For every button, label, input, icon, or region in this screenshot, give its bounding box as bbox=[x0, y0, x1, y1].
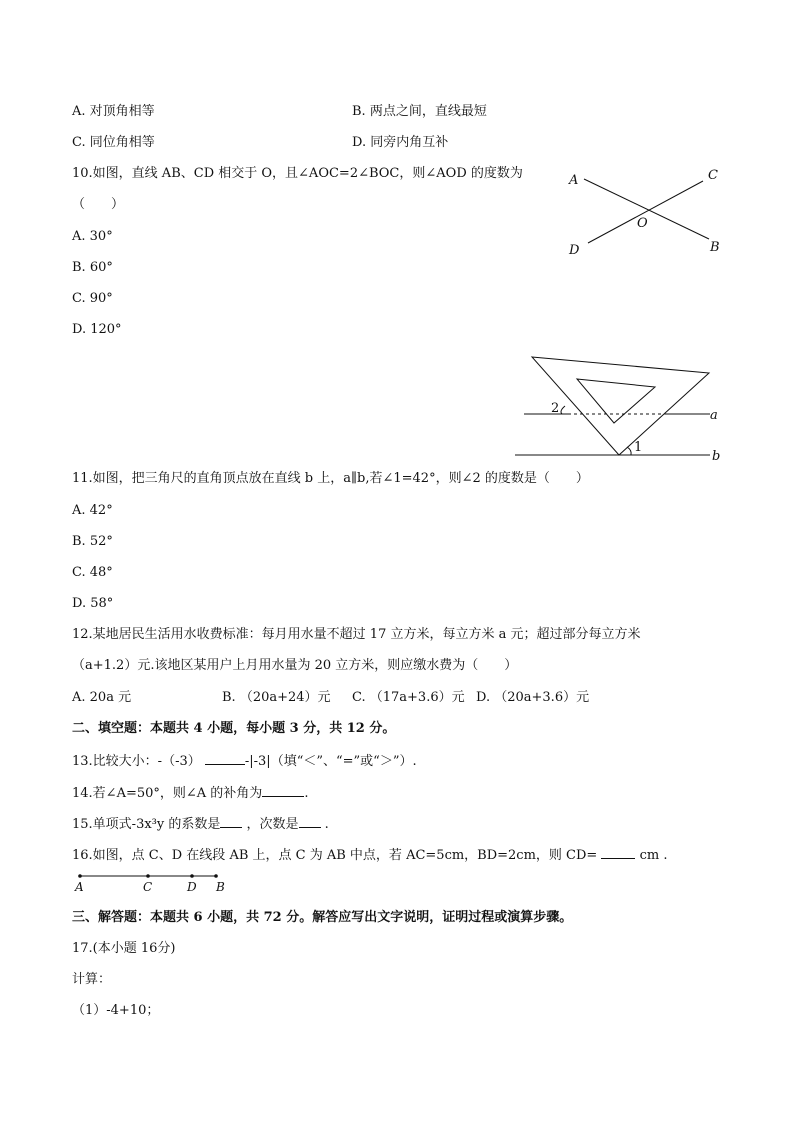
q11-option-b: B. 52° bbox=[72, 534, 113, 549]
q12-line-2: （a+1.2）元.该地区某用户上月用水量为 20 立方米，则应缴水费为（ ） bbox=[72, 658, 518, 673]
q17-header: 17.(本小题 16分) bbox=[72, 941, 176, 956]
q15-before: 15.单项式-3x³y 的系数是 bbox=[72, 817, 221, 832]
label-a: A bbox=[75, 880, 84, 894]
q11-option-c: C. 48° bbox=[72, 565, 113, 580]
q16-after: cm . bbox=[639, 848, 668, 863]
q14-blank[interactable] bbox=[262, 784, 304, 797]
label-b: B bbox=[710, 240, 720, 255]
q13-after: -|-3|（填“＜”、“=”或“＞”）. bbox=[244, 754, 417, 769]
q15-middle: ，次数是 bbox=[246, 817, 299, 832]
label-c: C bbox=[708, 168, 718, 183]
q12-option-b: B. （20a+24）元 bbox=[222, 690, 331, 705]
q11-figure bbox=[510, 350, 740, 465]
set-square-inner bbox=[577, 379, 655, 423]
label-c: C bbox=[143, 880, 153, 894]
q15-blank-degree[interactable] bbox=[299, 815, 321, 828]
q12-option-a: A. 20a 元 bbox=[72, 690, 132, 705]
q10-option-b: B. 60° bbox=[72, 260, 113, 275]
q13-before: 13.比较大小：-（-3） bbox=[72, 754, 201, 769]
q17-part-1: （1）-4+10； bbox=[72, 1003, 160, 1018]
q13-blank[interactable] bbox=[205, 752, 245, 765]
point-c bbox=[146, 874, 150, 878]
label-line-a: a bbox=[710, 408, 718, 423]
label-d: D bbox=[569, 243, 580, 258]
q13 bbox=[72, 752, 417, 770]
q9-option-d: D. 同旁内角互补 bbox=[352, 135, 449, 150]
q9-option-c: C. 同位角相等 bbox=[72, 135, 155, 150]
q15-after: . bbox=[324, 817, 329, 832]
q10-option-d: D. 120° bbox=[72, 322, 122, 337]
q10-stem: 10.如图，直线 AB、CD 相交于 O，且∠AOC=2∠BOC，则∠AOD 的度数为 bbox=[72, 166, 523, 181]
q14-before: 14.若∠A=50°，则∠A 的补角为 bbox=[72, 786, 263, 801]
q14-after: . bbox=[304, 786, 309, 801]
q9-option-a: A. 对顶角相等 bbox=[72, 104, 155, 119]
q16-blank[interactable] bbox=[601, 846, 635, 859]
angle-1-arc bbox=[627, 447, 631, 455]
q14 bbox=[72, 784, 308, 802]
q12-option-c: C. （17a+3.6）元 bbox=[352, 690, 465, 705]
label-line-b: b bbox=[712, 449, 721, 464]
label-b: B bbox=[216, 880, 225, 894]
q10-option-c: C. 90° bbox=[72, 291, 113, 306]
label-angle-1: 1 bbox=[634, 440, 643, 455]
q11-stem: 11.如图，把三角尺的直角顶点放在直线 b 上，a∥b,若∠1=42°，则∠2 的度数是（ ） bbox=[72, 471, 589, 486]
q11-option-a: A. 42° bbox=[72, 503, 113, 518]
q16-before: 16.如图，点 C、D 在线段 AB 上，点 C 为 AB 中点，若 AC=5cm，BD=2cm，则 CD= bbox=[72, 848, 598, 863]
q12-option-d: D. （20a+3.6）元 bbox=[476, 690, 590, 705]
q12-line-1: 12.某地居民生活用水收费标准：每月用水量不超过 17 立方米，每立方米 a 元；超过部分每立方米 bbox=[72, 627, 641, 642]
q10-figure bbox=[560, 160, 740, 265]
q16 bbox=[72, 846, 667, 864]
q10-paren: （ ） bbox=[72, 197, 125, 212]
label-d: D bbox=[187, 880, 197, 894]
label-angle-2: 2 bbox=[551, 401, 560, 416]
angle-2-arc bbox=[561, 406, 565, 414]
q10-option-a: A. 30° bbox=[72, 229, 113, 244]
q17-instruction: 计算： bbox=[72, 972, 112, 987]
section-3-heading: 三、解答题：本题共 6 小题，共 72 分。解答应写出文字说明，证明过程或演算步骤。 bbox=[72, 910, 573, 925]
section-2-heading: 二、填空题：本题共 4 小题，每小题 3 分，共 12 分。 bbox=[72, 721, 396, 736]
point-a bbox=[78, 874, 82, 878]
q16-figure bbox=[72, 868, 232, 894]
point-b bbox=[214, 874, 218, 878]
point-d bbox=[190, 874, 194, 878]
label-o: O bbox=[637, 216, 648, 231]
label-a: A bbox=[569, 173, 579, 188]
q11-option-d: D. 58° bbox=[72, 596, 114, 611]
q15-blank-coefficient[interactable] bbox=[220, 815, 242, 828]
q15 bbox=[72, 815, 329, 833]
q9-option-b: B. 两点之间，直线最短 bbox=[352, 104, 487, 119]
line-cd bbox=[588, 181, 703, 243]
